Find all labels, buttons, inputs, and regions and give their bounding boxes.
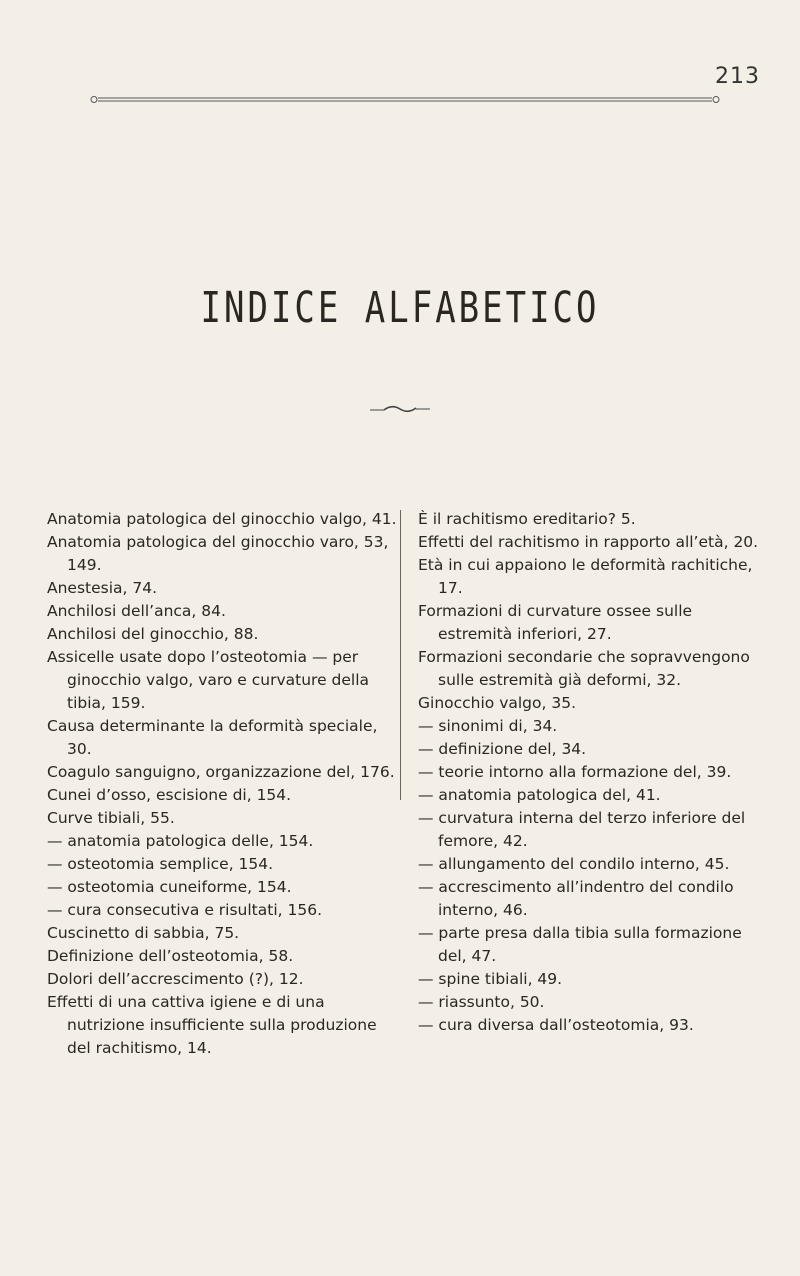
index-entry: Anatomia patologica del ginocchio varo, 53, 149. [47, 533, 389, 574]
index-entry: — definizione del, 34. [418, 740, 587, 758]
header-rule [90, 96, 720, 104]
index-entry: — sinonimi di, 34. [418, 717, 558, 735]
index-entry: Anatomia patologica del ginocchio valgo, 41. [47, 510, 397, 528]
index-entry: — osteotomia semplice, 154. [47, 855, 274, 873]
column-divider [400, 510, 401, 800]
index-entry: È il rachitismo ereditario? 5. [418, 510, 636, 528]
index-entry: Coagulo sanguigno, organizzazione del, 176. [47, 763, 395, 781]
index-column-left [47, 508, 399, 1060]
ornament-divider [370, 404, 430, 414]
index-entry: Ginocchio valgo, 35. [418, 694, 577, 712]
index-entry: Formazioni di curvature ossee sulle estremità inferiori, 27. [418, 602, 693, 643]
index-entry: — curvatura interna del terzo inferiore del femore, 42. [418, 809, 746, 850]
index-entry: — parte presa dalla tibia sulla formazione del, 47. [418, 924, 742, 965]
index-entry: — cura diversa dall’osteotomia, 93. [418, 1016, 694, 1034]
index-entry: — allungamento del condilo interno, 45. [418, 855, 730, 873]
index-entry: — spine tibiali, 49. [418, 970, 563, 988]
index-entry: Dolori dell’accrescimento (?), 12. [47, 970, 304, 988]
index-entry: Età in cui appaiono le deformità rachitiche, 17. [418, 556, 753, 597]
index-entry: Cuscinetto di sabbia, 75. [47, 924, 240, 942]
index-entry: Causa determinante la deformità speciale, 30. [47, 717, 378, 758]
index-entry: Effetti del rachitismo in rapporto all’età, 20. [418, 533, 759, 551]
index-title: INDICE ALFABETICO [200, 283, 600, 333]
index-entry: Anchilosi dell’anca, 84. [47, 602, 226, 620]
index-entry: — osteotomia cuneiforme, 154. [47, 878, 292, 896]
page-number: 213 [715, 64, 760, 89]
index-entry: — anatomia patologica delle, 154. [47, 832, 314, 850]
index-entry: Assicelle usate dopo l’osteotomia — per ginocchio valgo, varo e curvature della tibia, 159. [47, 648, 370, 712]
index-entry: Effetti di una cattiva igiene e di una nutrizione insufficiente sulla produzione del rachitismo, 14. [47, 993, 377, 1057]
index-entry: — teorie intorno alla formazione del, 39. [418, 763, 732, 781]
index-entry: — accrescimento all’indentro del condilo interno, 46. [418, 878, 734, 919]
index-entry: — riassunto, 50. [418, 993, 545, 1011]
index-column-right [418, 508, 770, 1037]
index-entry: Formazioni secondarie che sopravvengono sulle estremità già deformi, 32. [418, 648, 750, 689]
index-entry: Cunei d’osso, escisione di, 154. [47, 786, 292, 804]
index-entry: Anestesia, 74. [47, 579, 158, 597]
index-entry: Anchilosi del ginocchio, 88. [47, 625, 259, 643]
index-entry: Curve tibiali, 55. [47, 809, 175, 827]
index-entry: Definizione dell’osteotomia, 58. [47, 947, 294, 965]
index-entry: — anatomia patologica del, 41. [418, 786, 661, 804]
index-entry: — cura consecutiva e risultati, 156. [47, 901, 323, 919]
